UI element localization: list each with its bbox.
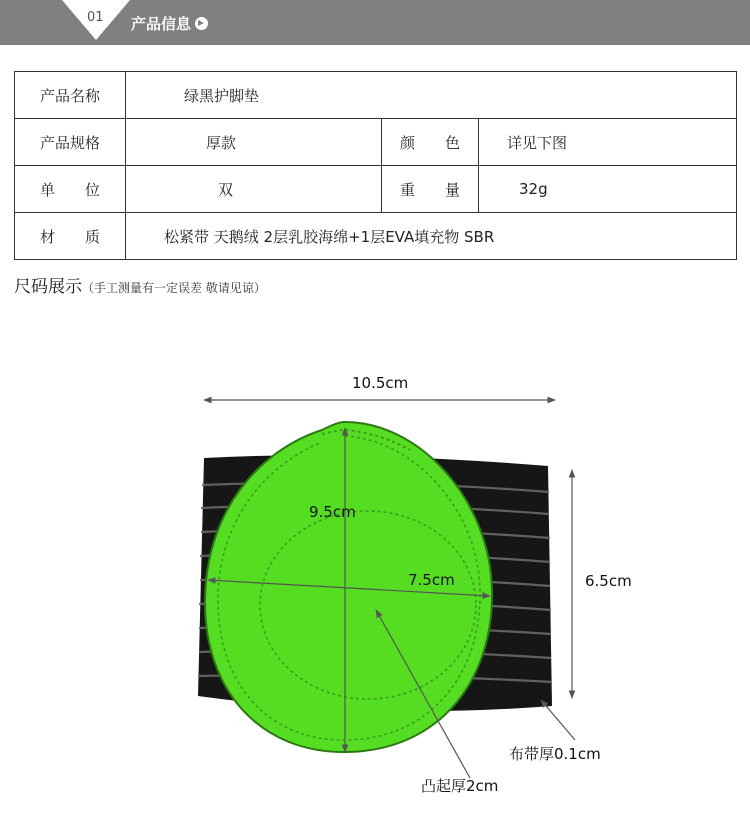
- band-thickness-label: 布带厚0.1cm: [509, 745, 601, 763]
- product-spec-value: 厚款: [126, 119, 382, 166]
- section-number: 01: [87, 10, 104, 25]
- weight-value: 32g: [479, 166, 737, 213]
- section-title: [131, 13, 208, 34]
- color-value: 详见下图: [479, 119, 737, 166]
- section-title-text: 产品信息: [131, 15, 192, 33]
- product-name-value: 绿黑护脚垫: [126, 72, 737, 119]
- unit-value: 双: [126, 166, 382, 213]
- unit-label: 单 位: [15, 166, 126, 213]
- size-title-text: 尺码展示: [14, 277, 82, 297]
- arrow-right-circle-icon: [195, 17, 208, 30]
- pad-length-dimension-label: 9.5cm: [309, 503, 356, 521]
- table-row: [15, 72, 737, 119]
- product-spec-label: 产品规格: [15, 119, 126, 166]
- pad-width-dimension-label: 7.5cm: [408, 571, 455, 589]
- band-height-dimension-label: 6.5cm: [585, 572, 632, 590]
- section-header: [0, 0, 750, 45]
- table-row: [15, 213, 737, 260]
- width-dimension-label: 10.5cm: [352, 374, 409, 392]
- color-label: 颜 色: [382, 119, 479, 166]
- table-row: [15, 166, 737, 213]
- header-tab-shape: [0, 0, 130, 45]
- weight-label: 重 量: [382, 166, 479, 213]
- product-name-label: 产品名称: [15, 72, 126, 119]
- material-value: 松紧带 天鹅绒 2层乳胶海绵+1层EVA填充物 SBR: [126, 213, 737, 260]
- size-section-title: [14, 272, 266, 297]
- product-photo: [0, 300, 750, 812]
- size-note-text: （手工测量有一定误差 敬请见谅）: [82, 281, 266, 295]
- table-row: [15, 119, 737, 166]
- material-label: 材 质: [15, 213, 126, 260]
- product-info-table: [14, 71, 737, 260]
- bump-thickness-label: 凸起厚2cm: [421, 777, 499, 795]
